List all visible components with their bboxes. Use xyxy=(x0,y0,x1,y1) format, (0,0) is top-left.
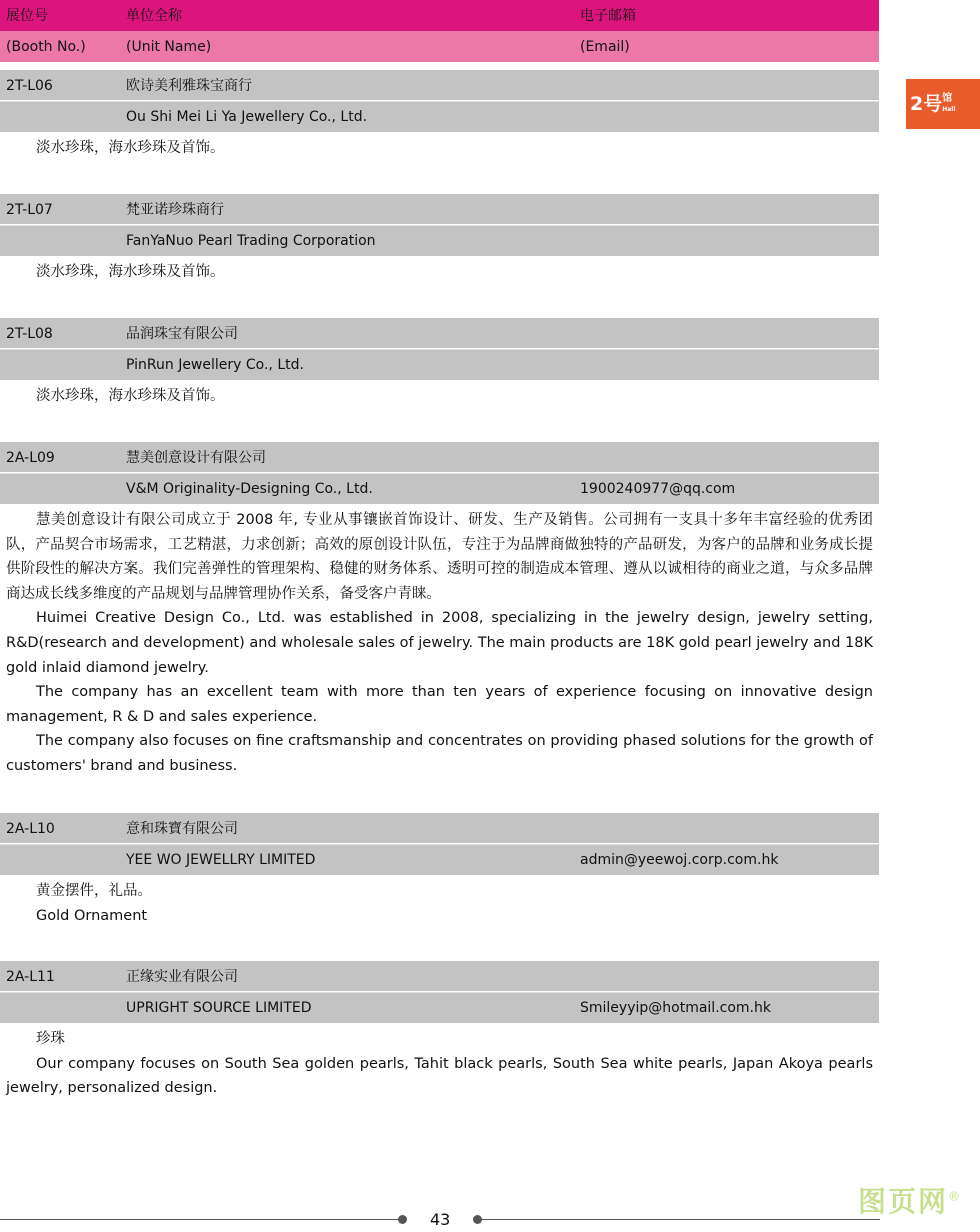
booth-number: 2A-L09 xyxy=(6,450,55,466)
booth-number: 2T-L08 xyxy=(6,326,53,342)
description-paragraph: 淡水珍珠，海水珍珠及首饰。 xyxy=(36,264,225,280)
company-email: Smileyyip@hotmail.com.hk xyxy=(580,1000,771,1016)
header-email-en: (Email) xyxy=(580,39,630,55)
booth-number: 2A-L10 xyxy=(6,821,55,837)
entry-row-en xyxy=(0,349,879,380)
company-name-cn: 欧诗美利雅珠宝商行 xyxy=(126,78,252,94)
entry-row-en xyxy=(0,844,879,875)
footer-line-right xyxy=(478,1219,880,1220)
description-paragraph: 淡水珍珠，海水珍珠及首饰。 xyxy=(36,388,225,404)
description-paragraph: 慧美创意设计有限公司成立于 2008 年, 专业从事镶嵌首饰设计、研发、生产及销售。公司拥有一支具十多年丰富经验的优秀团队，产品契合市场需求，工艺精湛，力求创新；高效的原创设计队伍，专注于为品牌商做独特的产品研发，为客户的品牌和业务成长提供阶段性的解决方案。我们完善弹性的管理架构、稳健的财务体系、透明可控的制造成本管理、遵从以诚相待的商业之道，与众多品牌商达成长线多维度的产品规划与品牌管理协作关系，备受客户青睐。 xyxy=(6,512,873,602)
header-booth-cn: 展位号 xyxy=(6,8,48,24)
description-paragraph: Huimei Creative Design Co., Ltd. was established in 2008, specializing in the jewelry design, jewelry setting, R&D(research and development) and wholesale sales of jewelry. The main products are 18K gold pearl jewelry and 18K gold inlaid diamond jewelry. xyxy=(6,610,873,676)
entry-row-en xyxy=(0,992,879,1023)
header-row-en xyxy=(0,31,879,62)
entry-row-cn xyxy=(0,813,879,843)
header-name-cn: 单位全称 xyxy=(126,8,182,24)
company-name-cn: 品润珠宝有限公司 xyxy=(126,326,238,342)
registered-mark: ® xyxy=(948,1189,963,1204)
booth-number: 2T-L07 xyxy=(6,202,53,218)
watermark-text: 图页网 xyxy=(858,1185,949,1218)
watermark-logo xyxy=(858,1180,962,1220)
header-name-en: (Unit Name) xyxy=(126,39,212,55)
company-name-cn: 慧美创意设计有限公司 xyxy=(126,450,266,466)
entry-row-cn xyxy=(0,194,879,224)
page-number: 43 xyxy=(430,1210,451,1229)
description-paragraph: 淡水珍珠，海水珍珠及首饰。 xyxy=(36,140,225,156)
hall-tag xyxy=(906,79,980,129)
entry-row-cn xyxy=(0,442,879,472)
entry-description xyxy=(6,508,873,779)
entry-row-en xyxy=(0,225,879,256)
description-paragraph: 珍珠 xyxy=(36,1031,65,1047)
company-email: admin@yeewoj.corp.com.hk xyxy=(580,852,779,868)
footer-line-left xyxy=(0,1219,402,1220)
hall-cn: 馆 xyxy=(942,93,953,104)
description-paragraph: Gold Ornament xyxy=(36,907,148,924)
entry-row-cn xyxy=(0,961,879,991)
description-paragraph: Our company focuses on South Sea golden pearls, Tahit black pearls, South Sea white pearls, Japan Akoya pearls jewelry, personalized design. xyxy=(6,1055,873,1097)
company-email: 1900240977@qq.com xyxy=(580,481,736,497)
company-name-en: PinRun Jewellery Co., Ltd. xyxy=(126,357,304,373)
hall-en: Hall xyxy=(942,106,956,113)
entry-row-cn xyxy=(0,70,879,100)
entry-row-cn xyxy=(0,318,879,348)
company-name-en: UPRIGHT SOURCE LIMITED xyxy=(126,1000,312,1016)
entry-row-en xyxy=(0,101,879,132)
header-row-cn xyxy=(0,0,879,31)
company-name-en: Ou Shi Mei Li Ya Jewellery Co., Ltd. xyxy=(126,109,368,125)
description-paragraph: The company has an excellent team with more than ten years of experience focusing on innovative design management, R & D and sales experience. xyxy=(6,684,873,725)
entry-description xyxy=(6,260,873,285)
hall-number: 2号 xyxy=(910,93,943,115)
description-paragraph: 黄金摆件，礼品。 xyxy=(36,883,152,899)
entry-description xyxy=(6,384,873,409)
company-name-cn: 意和珠寶有限公司 xyxy=(126,821,238,837)
booth-number: 2A-L11 xyxy=(6,969,55,985)
company-name-cn: 梵亚诺珍珠商行 xyxy=(126,202,224,218)
header-email-cn: 电子邮箱 xyxy=(580,8,636,24)
company-name-en: YEE WO JEWELLRY LIMITED xyxy=(126,852,316,868)
entry-description xyxy=(6,879,873,928)
description-paragraph: The company also focuses on fine craftsmanship and concentrates on providing phased solutions for the growth of customers' brand and business. xyxy=(6,733,873,774)
header-booth-en: (Booth No.) xyxy=(6,39,86,55)
company-name-en: V&M Originality-Designing Co., Ltd. xyxy=(126,481,373,497)
entry-description xyxy=(6,1027,873,1101)
booth-number: 2T-L06 xyxy=(6,78,53,94)
footer-dot-left xyxy=(398,1215,407,1224)
company-name-en: FanYaNuo Pearl Trading Corporation xyxy=(126,233,376,249)
company-name-cn: 正缘实业有限公司 xyxy=(126,969,238,985)
entry-row-en xyxy=(0,473,879,504)
entry-description xyxy=(6,136,873,161)
